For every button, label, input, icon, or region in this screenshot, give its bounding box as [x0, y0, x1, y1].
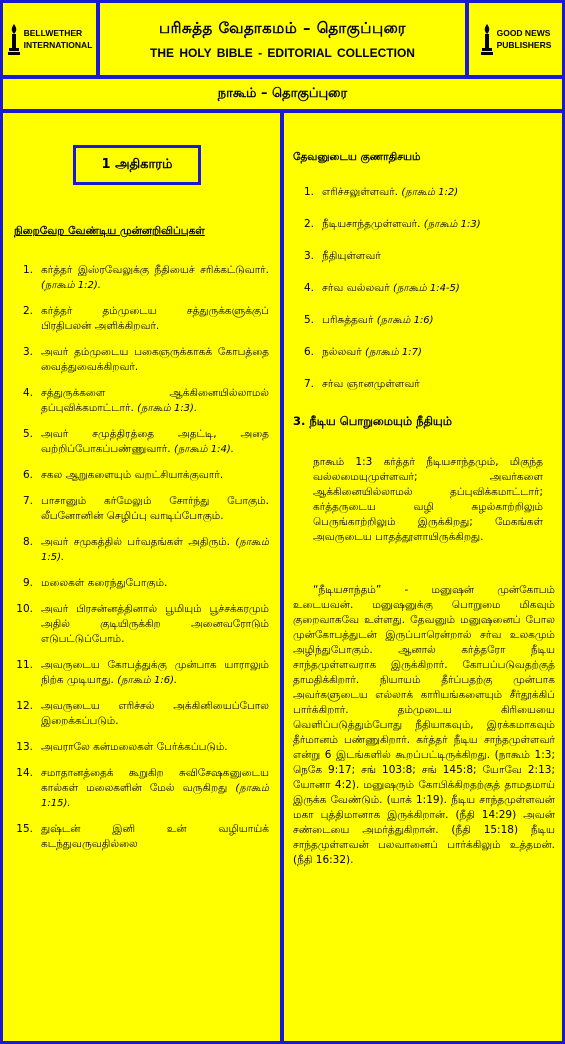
item-text	[322, 249, 554, 264]
item-reference: (நாகூம் 1:5).	[41, 537, 269, 563]
item-statement: அவராலே கன்மலைகள் பேர்க்கப்படும்.	[41, 741, 228, 753]
right-column	[281, 110, 565, 1044]
item-statement: நல்லவர்	[322, 346, 362, 358]
list-item	[11, 740, 269, 755]
item-statement: சகல ஆறுகளையும் வறட்சியாக்குவார்.	[41, 469, 224, 481]
item-number: 3.	[22, 346, 33, 358]
item-statement: அவர் சமுகத்தில் பர்வதங்கள் அதிரும்.	[41, 536, 230, 548]
item-statement: பரிசுத்தவர்	[322, 314, 374, 326]
list-item	[292, 217, 554, 232]
title-box	[97, 0, 468, 78]
list-item	[11, 427, 269, 457]
item-text	[41, 699, 269, 729]
list-item	[292, 345, 554, 360]
item-number: 11.	[16, 659, 33, 671]
item-number: 5.	[22, 428, 33, 440]
subtitle: நாகூம் – தொகுப்புரை	[217, 86, 348, 101]
list-item	[11, 535, 269, 565]
lamp-icon	[480, 22, 494, 56]
item-text	[322, 345, 554, 360]
item-text	[41, 602, 269, 647]
list-item	[292, 281, 554, 296]
logo-line-1: BELLWETHER	[23, 28, 83, 38]
item-statement: சர்வ ஞானமுள்ளவர்	[322, 378, 420, 390]
item-text	[41, 535, 269, 565]
item-reference: (நாகூம் 1:3)	[423, 219, 481, 230]
list-item	[11, 658, 269, 688]
list-item	[11, 304, 269, 334]
item-number: 5.	[303, 314, 314, 326]
item-statement: அவருடைய கோபத்துக்கு முன்பாக யாராலும் நிற்க முடியாது.	[41, 659, 269, 686]
item-text	[41, 386, 269, 416]
chapter-box	[73, 145, 201, 185]
item-text	[41, 576, 269, 591]
item-text	[41, 427, 269, 457]
item-statement: எரிச்சலுள்ளவர்.	[322, 186, 399, 198]
item-statement: நீதியுள்ளவர்	[322, 250, 381, 262]
section-3-title: 3. நீடிய பொறுமையும் நீதியும்	[293, 414, 453, 428]
item-statement: அவர் தம்முடைய பகைஞருக்காகக் கோபத்தை வைத்துவைக்கிறவர்.	[41, 346, 269, 373]
chapter-title: 1 அதிகாரம்	[101, 157, 173, 172]
item-reference: (நாகூம் 1:2).	[41, 280, 101, 291]
item-statement: நீடியசாந்தமுள்ளவர்.	[322, 218, 421, 230]
list-item	[11, 494, 269, 524]
list-item	[11, 263, 269, 293]
item-number: 3.	[303, 250, 314, 262]
left-column	[0, 110, 283, 1044]
item-statement: சமாதானத்தைக் கூறுகிற சுவிசேஷகனுடைய கால்கள் மலைகளின் மேல் வருகிறது	[41, 767, 269, 794]
lamp-icon	[7, 22, 21, 56]
item-statement: சர்வ வல்லவர்	[322, 282, 390, 294]
list-item	[11, 766, 269, 811]
logo-line-2: PUBLISHERS	[496, 40, 552, 50]
item-number: 4.	[22, 387, 33, 399]
attributes-heading: தேவனுடைய குணாதிசயம்	[293, 151, 421, 163]
item-number: 1.	[22, 264, 33, 276]
item-text	[41, 468, 269, 483]
prophecy-list	[11, 263, 269, 863]
list-item	[292, 377, 554, 392]
item-number: 9.	[22, 577, 33, 589]
item-text	[322, 313, 554, 328]
item-number: 10.	[16, 603, 33, 615]
item-text	[41, 263, 269, 293]
item-number: 12.	[16, 700, 33, 712]
item-reference: (நாகூம் 1:6)	[376, 315, 434, 326]
list-item	[11, 699, 269, 729]
item-text	[322, 281, 554, 296]
item-number: 8.	[22, 536, 33, 548]
item-statement: பாசானும் கர்மேலும் சோர்ந்து போகும். லீபனோனின் செழிப்பு வாடிப்போகும்.	[41, 495, 269, 522]
item-number: 6.	[22, 469, 33, 481]
item-number: 4.	[303, 282, 314, 294]
subtitle-bar	[0, 76, 565, 112]
bellwether-logo	[0, 0, 99, 78]
item-statement: சத்துருக்களை ஆக்கினையில்லாமல் தப்புவிக்கமாட்டார்.	[41, 387, 269, 414]
list-item	[11, 345, 269, 375]
list-item	[292, 313, 554, 328]
item-number: 2.	[22, 305, 33, 317]
paragraph-2: “நீடியசாந்தம்” - மனுஷன் முன்கோபம் உடையவன். மனுஷனுக்கு பொறுமை மிகவும் குறைவாகவே உள்ளது. தேவனும் மனுஷனைப் போல முன்கோபத்துடன் இருப்பாரென்றால் சர்வ உலகமும் அழிந்துபோகும். ஆனால் கர்த்தரோ நீடிய சாந்தமுள்ளவராக இருக்கிறார். கோபப்படுவதற்குத் தாமதிக்கிறார். நியாயம் தீர்ப்பதற்கு முன்பாக அவர்களுடைய எல்லாக் காரியங்களையும் சீர்தூக்கிப் பார்க்கிறார். தம்முடைய கிரியையை வெளிப்படுத்தும்போது நீதியாகவும், இரக்கமாகவும் தீர்மானம் பண்ணுகிறார். கர்த்தர் நீடிய சாந்தமுள்ளவர் என்று 6 இடங்களில் கூறப்பட்டிருக்கிறது. (நாகூம் 1:3; நெகே 9:17; சங் 103:8; சங் 145:8; யோவே 2:13; யோனா 4:2). மனுஷரும் கோபிக்கிறதற்குத் தாமதமாய் இருக்க வேண்டும். (யாக் 1:19). நீடிய சாந்தமுள்ளவன் மகா புத்திமானாக இருக்கிறான். (நீதி 14:29) அவன் சண்டையை அமர்த்துகிறான். (நீதி 15:18) நீடிய சாந்தமுள்ளவன் பலவானைப் பார்க்கிலும் உத்தமன். (நீதி 16:32).	[293, 584, 555, 866]
list-item	[11, 468, 269, 483]
item-number: 1.	[303, 186, 314, 198]
title-english: THE HOLY BIBLE - EDITORIAL COLLECTION	[150, 45, 415, 60]
item-text	[322, 377, 554, 392]
item-reference: (நாகூம் 1:2)	[401, 187, 459, 198]
item-reference: (நாகூம் 1:6).	[117, 675, 178, 686]
item-number: 15.	[16, 823, 33, 835]
item-reference: (நாகூம் 1:4-5)	[393, 283, 460, 294]
good-news-logo	[466, 0, 565, 78]
paragraph-1: நாகூம் 1:3 கர்த்தர் நீடியசாந்தமும், மிகுந்த வல்லமையுமுள்ளவர்; அவர்களை ஆக்கினையில்லாமல் தப்புவிக்கமாட்டார்; கர்த்தருடைய வழி சுழல்காற்றிலும் பெருங்காற்றிலும் இருக்கிறது; மேகங்கள் அவருடைய பாதத்தூளாயிருக்கிறது.	[313, 456, 543, 543]
list-item	[11, 386, 269, 416]
item-statement: துஷ்டன் இனி உன் வழியாய்க் கடந்துவருவதில்லை	[41, 823, 269, 850]
item-reference: (நாகூம் 1:3).	[137, 403, 198, 414]
logo-line-1: GOOD NEWS	[496, 28, 551, 38]
attributes-list	[292, 185, 554, 409]
list-item	[292, 185, 554, 200]
item-reference: (நாகூம் 1:7)	[365, 347, 422, 358]
item-text	[322, 185, 554, 200]
item-number: 7.	[22, 495, 33, 507]
title-tamil: பரிசுத்த வேதாகமம் – தொகுப்புரை	[158, 18, 407, 37]
list-item	[11, 822, 269, 852]
item-number: 13.	[16, 741, 33, 753]
item-reference: (நாகூம் 1:4).	[173, 444, 234, 455]
item-number: 2.	[303, 218, 314, 230]
list-item	[11, 602, 269, 647]
item-statement: மலைகள் கரைந்துபோகும்.	[41, 577, 168, 589]
item-text	[41, 304, 269, 334]
item-text	[41, 658, 269, 688]
item-text	[322, 217, 554, 232]
item-number: 7.	[303, 378, 314, 390]
item-reference: (நாகூம் 1:15).	[41, 783, 270, 809]
item-number: 6.	[303, 346, 314, 358]
item-text	[41, 822, 269, 852]
logo-line-2: INTERNATIONAL	[23, 40, 93, 50]
item-text	[41, 494, 269, 524]
item-statement: அவர் சமுத்திரத்தை அதட்டி, அதை வற்றிப்போகப்பண்ணுவார்.	[41, 428, 269, 455]
item-text	[41, 766, 269, 811]
item-statement: அவருடைய எரிச்சல் அக்கினியைப்போல இறைக்கப்படும்.	[41, 700, 269, 727]
item-text	[41, 740, 269, 755]
item-text	[41, 345, 269, 375]
list-item	[11, 576, 269, 591]
item-statement: கர்த்தர் இஸ்ரவேலுக்கு நீதியைச் சரிக்கட்டுவார்.	[41, 264, 269, 276]
item-statement: கர்த்தர் தம்முடைய சத்துருக்களுக்குப் பிரதிபலன் அளிக்கிறவர்.	[41, 305, 269, 332]
list-item	[292, 249, 554, 264]
section-heading: நிறைவேற வேண்டிய முன்னறிவிப்புகள்	[14, 225, 205, 237]
item-statement: அவர் பிரசன்னத்தினால் பூமியும் பூச்சக்கரமும் அதில் குடியிருக்கிற அனைவரோடும் எடுபட்டுப்போம்.	[41, 603, 269, 645]
item-number: 14.	[16, 767, 33, 779]
